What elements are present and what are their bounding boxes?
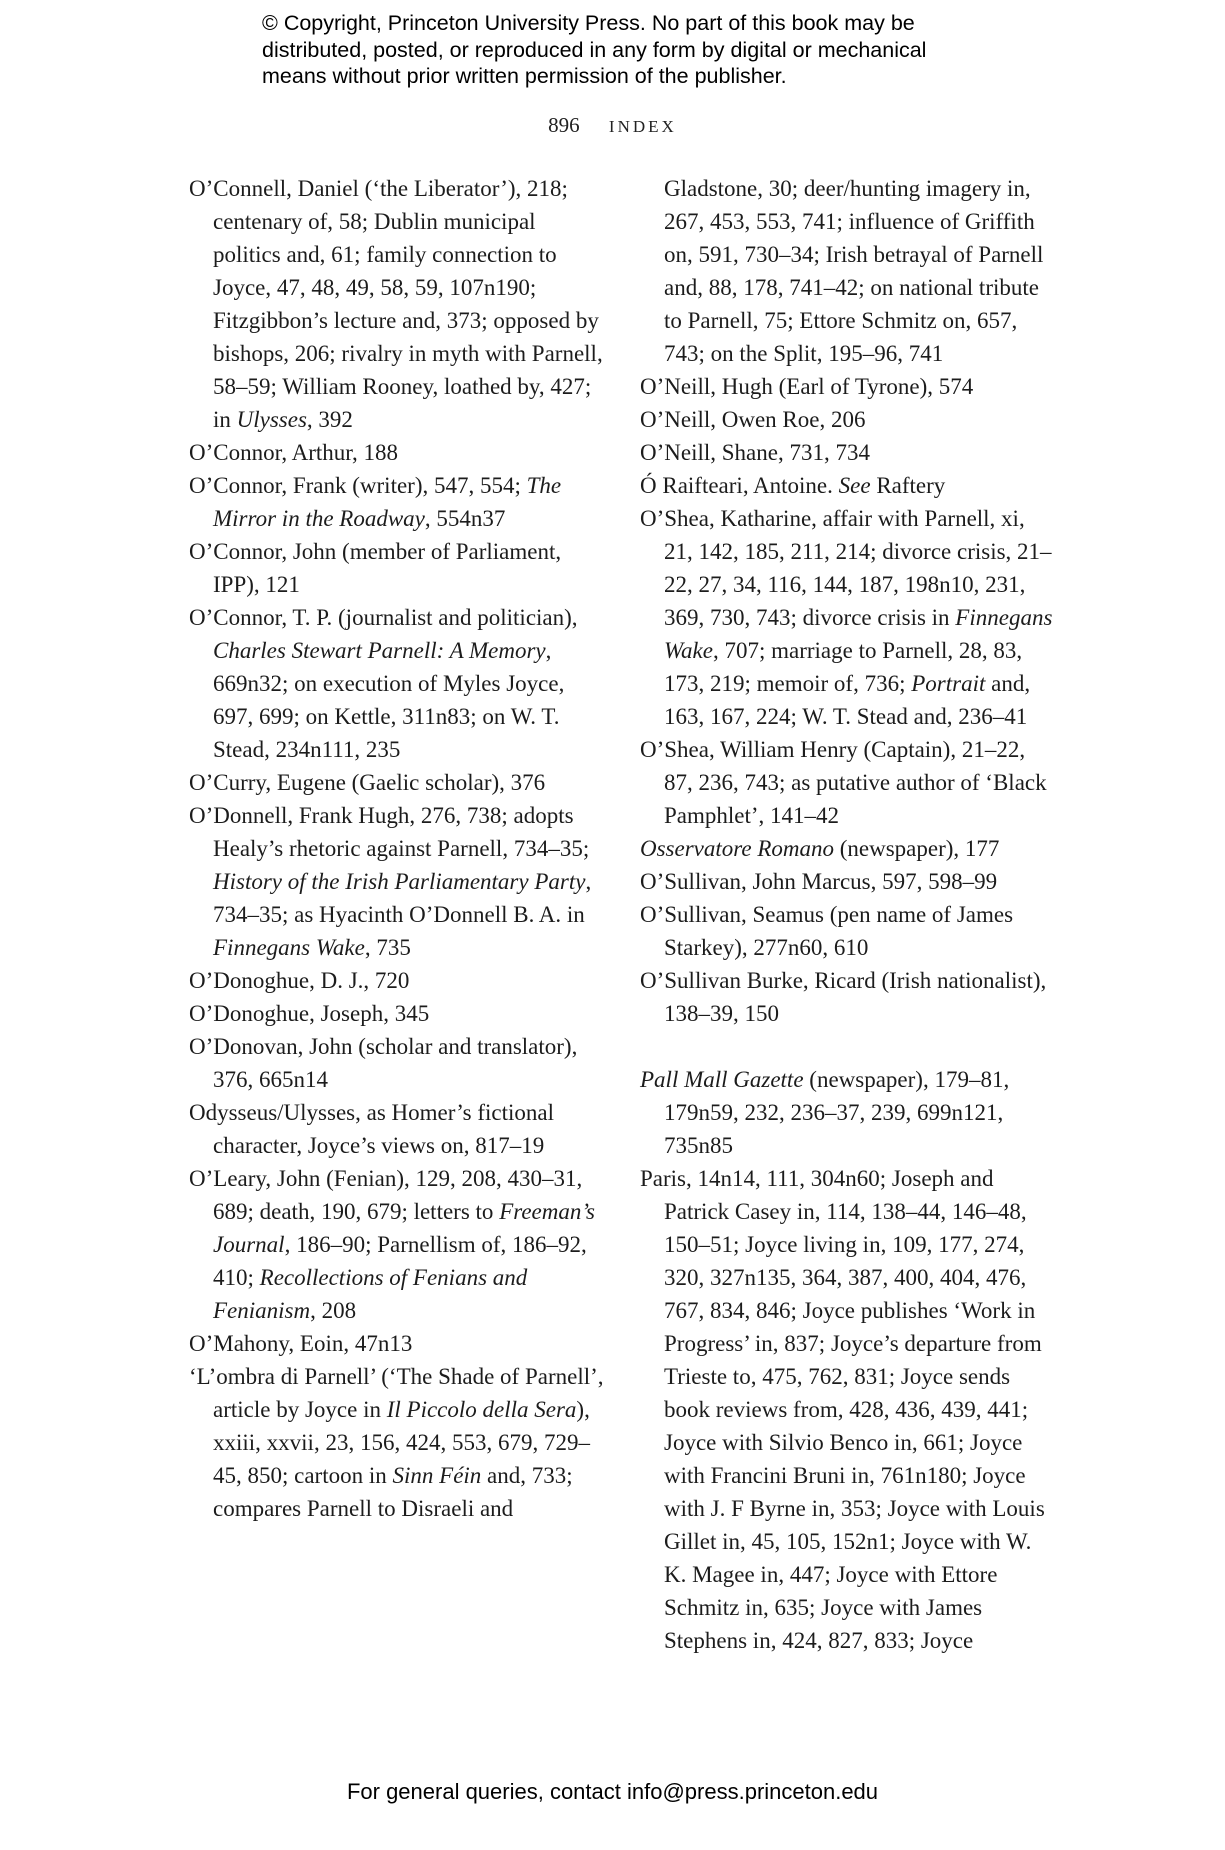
index-entry-text: O’Connor, Arthur, 188	[189, 440, 398, 465]
index-entry-title: Ulysses	[236, 407, 307, 432]
index-entry-title: Il Piccolo della Sera	[386, 1397, 577, 1422]
copyright-line: distributed, posted, or reproduced in any form by digital or mechanical	[262, 37, 927, 62]
index-entry-continuation: Gladstone, 30; deer/hunting imagery in, 267, 453, 553, 741; influence of Griffith on, 591, 730–34; Irish betrayal of Parnell and, 88, 178, 741–42; on national tribute to Parnell, 75; Ettore Schmitz on, 657, 743; on the Split, 195–96, 741	[664, 176, 1044, 366]
index-entry	[189, 1030, 609, 1096]
index-entry	[640, 403, 1056, 436]
index-entry-title: Charles Stewart Parnell: A Memory	[213, 638, 546, 663]
index-entry	[640, 964, 1056, 1030]
index-entry-text: O’Sullivan Burke, Ricard (Irish nationalist), 138–39, 150	[640, 968, 1047, 1026]
index-entry-text: , 734–35; as Hyacinth O’Donnell B. A. in	[213, 869, 592, 927]
index-entry	[640, 436, 1056, 469]
copyright-notice	[262, 10, 1022, 90]
index-entry	[189, 601, 609, 766]
index-entry-text: O’Neill, Hugh (Earl of Tyrone), 574	[640, 374, 974, 399]
index-entry-text: , 735	[364, 935, 411, 960]
index-entry-text: O’Sullivan, Seamus (pen name of James Starkey), 277n60, 610	[640, 902, 1014, 960]
index-entry-text: , 392	[306, 407, 353, 432]
index-entry-text: O’Donoghue, Joseph, 345	[189, 1001, 430, 1026]
index-entry	[189, 436, 609, 469]
index-entry	[640, 733, 1056, 832]
index-entry-text: Paris, 14n14, 111, 304n60; Joseph and Patrick Casey in, 114, 138–44, 146–48, 150–51; Joyce living in, 109, 177, 274, 320, 327n135, 364, 387, 400, 404, 476, 767, 834, 846; Joyce publishes ‘Work in Progress’ in, 837; Joyce’s departure from Trieste to, 475, 762, 831; Joyce sends book reviews from, 428, 436, 439, 441; Joyce with Silvio Benco in, 661; Joyce with Francini Bruni in, 761n180; Joyce with J. F Byrne in, 353; Joyce with Louis Gillet in, 45, 105, 152n1; Joyce with W. K. Magee in, 447; Joyce with Ettore Schmitz in, 635; Joyce with James Stephens in, 424, 827, 833; Joyce	[640, 1166, 1045, 1653]
index-entry	[189, 172, 609, 436]
index-entry-text: , 208	[310, 1298, 357, 1323]
index-entry	[189, 1162, 609, 1327]
index-entry-text: Raftery	[870, 473, 946, 498]
index-entry-title: Portrait	[911, 671, 986, 696]
index-column-left	[189, 172, 609, 1525]
index-entry	[189, 964, 609, 997]
index-column-right	[640, 172, 1056, 1657]
index-entry-text: , 186–90; Parnellism of, 186–92, 410;	[213, 1232, 587, 1290]
index-entry	[189, 1096, 609, 1162]
index-entry	[640, 502, 1056, 733]
index-entry-text: O’Shea, William Henry (Captain), 21–22, 87, 236, 743; as putative author of ‘Black Pamphlet’, 141–42	[640, 737, 1047, 828]
index-entry-title: The Mirror in the Roadway	[213, 473, 562, 531]
index-entry-text: O’Donoghue, D. J., 720	[189, 968, 410, 993]
footer-contact: For general queries, contact info@press.princeton.edu	[346, 1779, 879, 1804]
running-head	[0, 113, 1225, 138]
index-entry	[189, 469, 609, 535]
index-entry-title: Finnegans Wake	[213, 935, 365, 960]
index-entry-title: Osservatore Romano	[640, 836, 834, 861]
index-entry-text: O’Donnell, Frank Hugh, 276, 738; adopts Healy’s rhetoric against Parnell, 734–35;	[189, 803, 590, 861]
index-entry	[640, 469, 1056, 502]
index-entry-text: O’Connor, T. P. (journalist and politician),	[189, 605, 578, 630]
index-entry-text: Odysseus/Ulysses, as Homer’s fictional character, Joyce’s views on, 817–19	[189, 1100, 554, 1158]
index-entry-text: O’Sullivan, John Marcus, 597, 598–99	[640, 869, 998, 894]
index-entry	[640, 832, 1056, 865]
index-entry	[640, 1162, 1056, 1657]
index-entry-title: Recollections of Fenians and Fenianism	[213, 1265, 528, 1323]
copyright-line: means without prior written permission of the publisher.	[262, 64, 787, 88]
index-entry-text: , 554n37	[424, 506, 506, 531]
index-entry-text: and, 733; compares Parnell to Disraeli and	[213, 1463, 573, 1521]
index-entry	[640, 1063, 1056, 1162]
index-entry	[640, 370, 1056, 403]
copyright-line: © Copyright, Princeton University Press. No part of this book may be	[262, 11, 915, 35]
index-entry	[189, 799, 609, 964]
index-entry-text: O’Mahony, Eoin, 47n13	[189, 1331, 413, 1356]
index-entry	[189, 766, 609, 799]
index-entry-text: (newspaper), 179–81, 179n59, 232, 236–37, 239, 699n121, 735n85	[664, 1067, 1010, 1158]
index-entry-text: O’Connell, Daniel (‘the Liberator’), 218; centenary of, 58; Dublin municipal politics and, 61; family connection to Joyce, 47, 48, 49, 58, 59, 107n190; Fitzgibbon’s lecture and, 373; opposed by bishops, 206; rivalry in myth with Parnell, 58–59; William Rooney, loathed by, 427; in	[189, 176, 603, 432]
index-entry-title: See	[838, 473, 871, 498]
index-entry-text: and, 163, 167, 224; W. T. Stead and, 236–41	[664, 671, 1031, 729]
index-entry-text: O’Curry, Eugene (Gaelic scholar), 376	[189, 770, 546, 795]
index-entry-title: Finnegans Wake	[664, 605, 1053, 663]
index-entry-title: Sinn Féin	[392, 1463, 482, 1488]
index-entry-text: O’Connor, Frank (writer), 547, 554;	[189, 473, 527, 498]
index-entry-text: O’Connor, John (member of Parliament, IPP), 121	[189, 539, 562, 597]
index-entry	[640, 898, 1056, 964]
index-entry-text: ), xxiii, xxvii, 23, 156, 424, 553, 679, 729–45, 850; cartoon in	[213, 1397, 590, 1488]
index-entry-title: Pall Mall Gazette	[640, 1067, 804, 1092]
index-entry-text: O’Shea, Katharine, affair with Parnell, xi, 21, 142, 185, 211, 214; divorce crisis, 21–22, 27, 34, 116, 144, 187, 198n10, 231, 369, 730, 743; divorce crisis in	[640, 506, 1052, 630]
index-entry-text: O’Leary, John (Fenian), 129, 208, 430–31, 689; death, 190, 679; letters to	[189, 1166, 583, 1224]
index-entry-text: (newspaper), 177	[833, 836, 1000, 861]
index-entry-text: , 669n32; on execution of Myles Joyce, 697, 699; on Kettle, 311n83; on W. T. Stead, 234n111, 235	[213, 638, 565, 762]
index-entry	[189, 1360, 609, 1525]
index-entry-text: O’Neill, Shane, 731, 734	[640, 440, 870, 465]
index-entry-text: Ó Raifteari, Antoine.	[640, 473, 839, 498]
page-title: INDEX	[608, 117, 677, 136]
index-entry	[189, 997, 609, 1030]
index-entry	[189, 1327, 609, 1360]
index-entry-text: , 707; marriage to Parnell, 28, 83, 173, 219; memoir of, 736;	[664, 638, 1023, 696]
index-entry	[189, 535, 609, 601]
index-entry-text: O’Donovan, John (scholar and translator), 376, 665n14	[189, 1034, 578, 1092]
section-gap	[640, 1030, 1056, 1063]
index-entry-text: ‘L’ombra di Parnell’ (‘The Shade of Parnell’, article by Joyce in	[189, 1364, 604, 1422]
index-entry	[640, 865, 1056, 898]
index-entry-title: Freeman’s Journal	[213, 1199, 596, 1257]
page-number: 896	[548, 113, 580, 137]
index-entry-text: O’Neill, Owen Roe, 206	[640, 407, 866, 432]
index-entry-title: History of the Irish Parliamentary Party	[213, 869, 586, 894]
